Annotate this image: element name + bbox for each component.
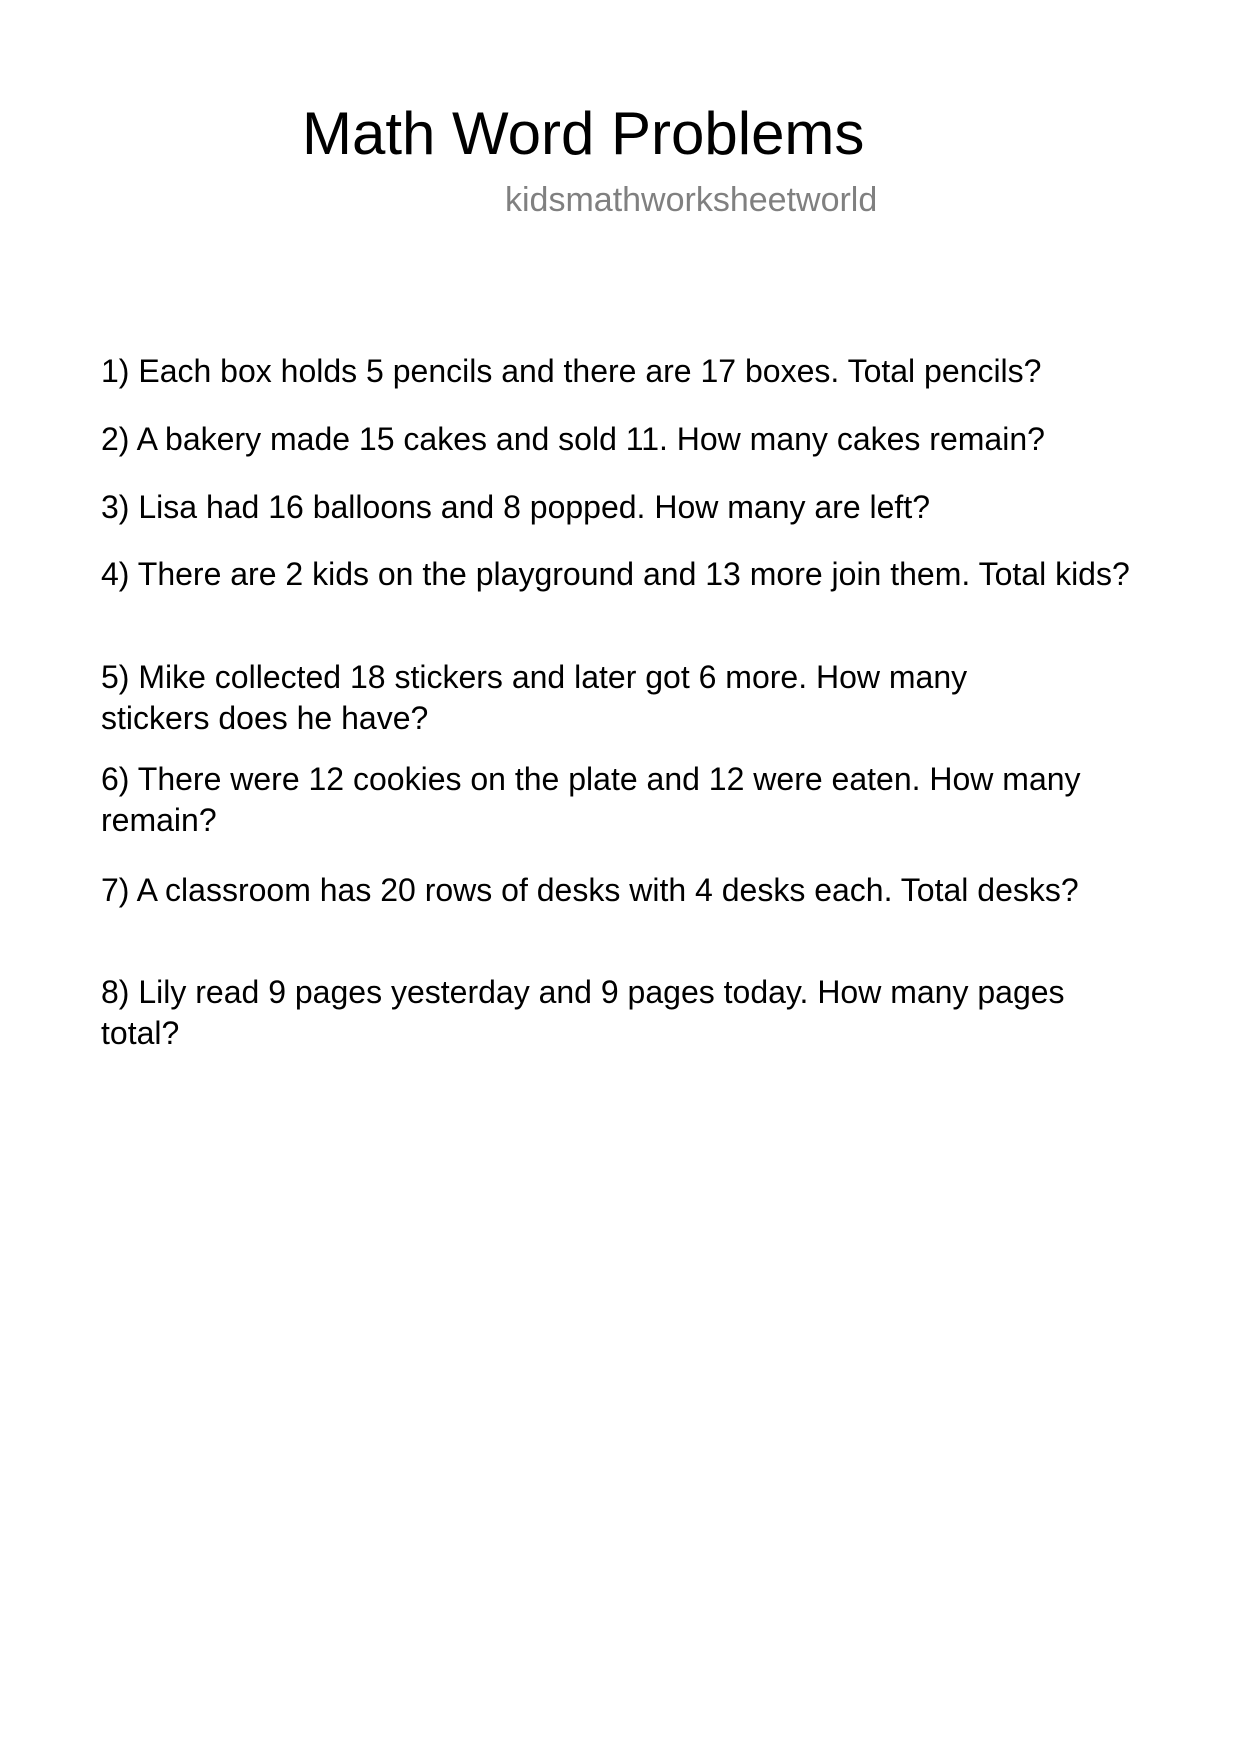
page-title: Math Word Problems [302, 100, 865, 167]
problem-4: 4) There are 2 kids on the playground and 13 more join them. Total kids? [101, 556, 1130, 592]
problem-1: 1) Each box holds 5 pencils and there are 17 boxes. Total pencils? [101, 353, 1042, 389]
problem-5: 5) Mike collected 18 stickers and later got 6 more. How many stickers does he have? [101, 659, 968, 736]
problem-8: 8) Lily read 9 pages yesterday and 9 pages today. How many pages total? [101, 974, 1065, 1051]
page-subtitle: kidsmathworksheetworld [505, 181, 878, 219]
problem-2: 2) A bakery made 15 cakes and sold 11. How many cakes remain? [101, 421, 1045, 457]
problem-6: 6) There were 12 cookies on the plate and 12 were eaten. How many remain? [101, 761, 1081, 838]
problem-3: 3) Lisa had 16 balloons and 8 popped. How many are left? [101, 489, 930, 525]
problem-7: 7) A classroom has 20 rows of desks with 4 desks each. Total desks? [101, 872, 1079, 908]
